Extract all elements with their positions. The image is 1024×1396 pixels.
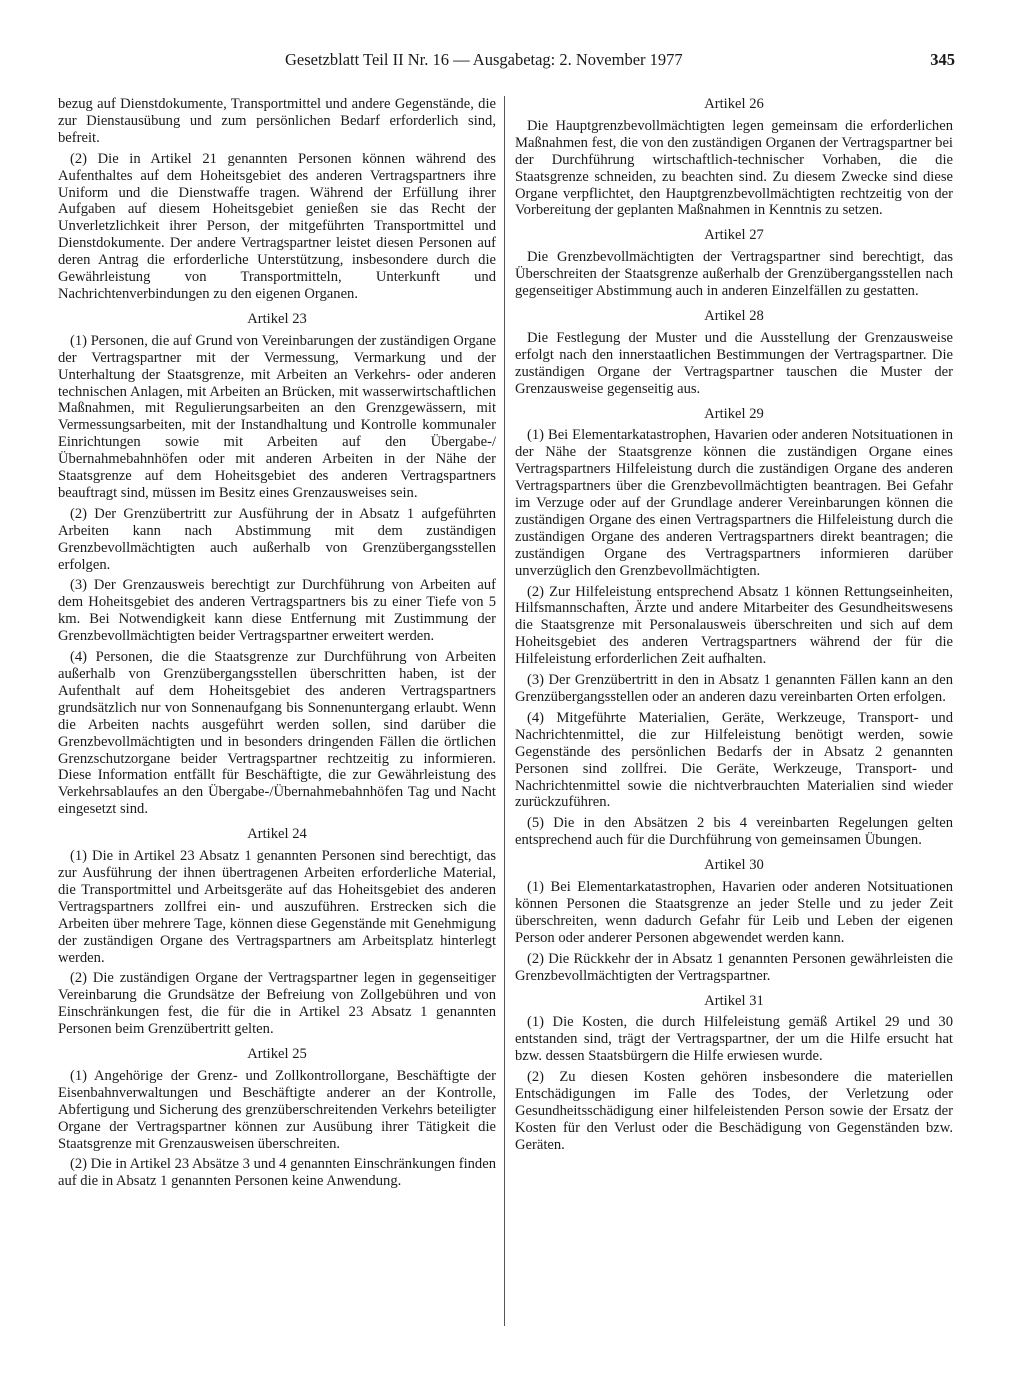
paragraph: bezug auf Dienstdokumente, Transportmittel und andere Gegenstände, die zur Dienstausübung und zum persönlichen Bedarf erforderlich sind, befreit. [58, 96, 496, 146]
article-heading: Artikel 31 [704, 992, 764, 1009]
page-header [285, 50, 955, 74]
article-heading: Artikel 23 [247, 310, 307, 327]
paragraph: (2) Zur Hilfeleistung entsprechend Absatz 1 können Rettungseinheiten, Hilfsmannschaften, Ärzte und andere Mitarbeiter des Gesundheitswesens die Staatsgrenze mit Personalausweis überschreiten und sich auf dem Hoheitsgebiet des anderen Vertragspartners während der für die Hilfeleistung erforderlichen Zeit aufhalten. [515, 583, 953, 668]
article-heading: Artikel 27 [704, 227, 764, 244]
paragraph: (1) Personen, die auf Grund von Vereinbarungen der zuständigen Organe der Vertragspartner mit der Vermessung, Vermarkung und der Unterhaltung der Staatsgrenze, mit Arbeiten an Verkehrs- oder anderen technischen Anlagen, mit Arbeiten an Brücken, mit wasserwirtschaftlichen Maßnahmen, mit Regulierungsarbeiten an den Grenzgewässern, mit Vermessungsarbeiten, mit der Instandhaltung und Kontrolle kommunaler Einrichtungen sowie mit Arbeiten auf den Übergabe-/Übernahmebahnhöfen oder mit anderen Arbeiten in der Nähe der Staatsgrenze auf dem Hoheitsgebiet des anderen Vertragspartners beauftragt sind, müssen im Besitz eines Grenzausweises sein. [58, 332, 496, 501]
paragraph: (2) Der Grenzübertritt zur Ausführung der in Absatz 1 aufgeführten Arbeiten kann nach Abstimmung mit dem zuständigen Grenzbevollmächtigten auch außerhalb von Grenzübergangsstellen erfolgen. [58, 505, 496, 573]
article-heading: Artikel 29 [704, 405, 764, 422]
right-column [515, 96, 953, 1158]
paragraph: Die Grenzbevollmächtigten der Vertragspartner sind berechtigt, das Überschreiten der Staatsgrenze außerhalb der Grenzübergangsstellen nach gegenseitiger Abstimmung auch in anderen Einzelfällen zu gestatten. [515, 249, 953, 300]
paragraph: (2) Die Rückkehr der in Absatz 1 genannten Personen gewährleisten die Grenzbevollmächtigten der Vertragspartner. [515, 950, 953, 984]
paragraph: (1) Angehörige der Grenz- und Zollkontrollorgane, Beschäftigte der Eisenbahnverwaltungen und Beschäftigte anderer an der Kontrolle, Abfertigung und Sicherung des grenzüberschreitenden Verkehrs beteiligter Organe der Vertragspartner können zur Ausübung ihrer Tätigkeit die Staatsgrenze mit Grenzausweisen überschreiten. [58, 1067, 496, 1152]
paragraph: (1) Die Kosten, die durch Hilfeleistung gemäß Artikel 29 und 30 entstanden sind, trägt der Vertragspartner, der um die Hilfe ersucht hat bzw. dessen Staatsbürgern die Hilfe erwiesen wurde. [515, 1014, 953, 1065]
article-heading: Artikel 30 [704, 857, 764, 874]
paragraph: (3) Der Grenzübertritt in den in Absatz 1 genannten Fällen kann an den Grenzübergangsstellen oder an anderen dazu vereinbarten Orten erfolgen. [515, 672, 953, 705]
paragraph: Die Hauptgrenzbevollmächtigten legen gemeinsam die erforderlichen Maßnahmen fest, die von den zuständigen Organen der Vertragspartner bei der Durchführung wirtschaftlich-technischer Vorhaben, die die Staatsgrenze schneiden, zu beachten sind. Zu diesem Zwecke sind diese Organe verpflichtet, den Hauptgrenzbevollmächtigten rechtzeitig von der Vorbereitung der geplanten Maßnahmen in Kenntnis zu setzen. [515, 117, 953, 219]
article-heading: Artikel 26 [704, 96, 764, 112]
running-title: Gesetzblatt Teil II Nr. 16 — Ausgabetag: 2. November 1977 [285, 50, 683, 69]
paragraph: (1) Die in Artikel 23 Absatz 1 genannten Personen sind berechtigt, das zur Ausführung der ihnen übertragenen Arbeiten erforderliche Material, die Transportmittel und Arbeitsgeräte auf das Hoheitsgebiet des anderen Vertragspartners zollfrei ein- und auszuführen. Erstrecken sich die Arbeiten über mehrere Tage, können diese Gegenstände mit Genehmigung der zuständigen Organe des Vertragspartners am Arbeitsplatz hinterlegt werden. [58, 848, 496, 966]
paragraph: (4) Mitgeführte Materialien, Geräte, Werkzeuge, Transport- und Nachrichtenmittel, die zur Hilfeleistung benötigt werden, sowie Gegenstände des persönlichen Bedarfs der in Absatz 2 genannten Personen sind zollfrei. Die Geräte, Werkzeuge, Transport- und Nachrichtenmittel sowie die nichtverbrauchten Materialien sind wieder zurückzuführen. [515, 709, 953, 811]
paragraph: (2) Die in Artikel 23 Absätze 3 und 4 genannten Einschränkungen finden auf die in Absatz 1 genannten Personen keine Anwendung. [58, 1156, 496, 1190]
paragraph: (1) Bei Elementarkatastrophen, Havarien oder anderen Notsituationen in der Nähe der Staatsgrenze können die zuständigen Organe eines Vertragspartners Hilfeleistung durch die zuständigen Organe des anderen Vertragspartners über die Grenzbevollmächtigten beantragen. Bei Gefahr im Verzuge oder auf der Grundlage anderer Vereinbarungen können die zuständigen Organe des einen Vertragspartners die Hilfeleistung durch die zuständigen Organe des anderen Vertragspartners direkt beantragen; die zuständigen Organe des Vertragspartners informieren darüber unverzüglich den Grenzbevollmächtigten. [515, 427, 953, 579]
article-heading: Artikel 28 [704, 307, 764, 324]
paragraph: (2) Die zuständigen Organe der Vertragspartner legen in gegenseitiger Vereinbarung die Grundsätze der Befreiung von Zollgebühren und von Einschränkungen fest, die für die in Artikel 23 Absatz 1 genannten Personen beim Grenzübertritt gelten. [58, 970, 496, 1038]
paragraph: (5) Die in den Absätzen 2 bis 4 vereinbarten Regelungen gelten entsprechend auch für die Durchführung von gemeinsamen Übungen. [515, 815, 953, 849]
paragraph: (2) Zu diesen Kosten gehören insbesondere die materiellen Entschädigungen im Falle des Todes, der Verletzung oder Gesundheitsschädigung einer hilfeleistenden Person sowie der Ersatz der Kosten für den Verlust oder die Beschädigung von Gegenständen bzw. Geräten. [515, 1069, 953, 1153]
paragraph: Die Festlegung der Muster und die Ausstellung der Grenzausweise erfolgt nach den innerstaatlichen Bestimmungen der Vertragspartner. Die zuständigen Organe der Vertragspartner tauschen die Muster der Grenzausweise gegenseitig aus. [515, 329, 953, 397]
article-heading: Artikel 24 [247, 826, 307, 843]
paragraph: (1) Bei Elementarkatastrophen, Havarien oder anderen Notsituationen können Personen die Staatsgrenze an jeder Stelle und zu jeder Zeit überschreiten, wenn dadurch Gefahr für Leib und Leben der eigenen Person oder anderer Personen abgewendet werden kann. [515, 879, 953, 946]
column-divider [504, 96, 505, 1326]
paragraph: (2) Die in Artikel 21 genannten Personen können während des Aufenthaltes auf dem Hoheitsgebiet des anderen Vertragspartners ihre Uniform und die Dienstwaffe tragen. Während der Erfüllung ihrer Aufgaben auf diesem Hoheitsgebiet genießen sie das Recht der Unverletzlichkeit ihrer Person, der mitgeführten Transportmittel und Dienstdokumente. Der andere Vertragspartner leistet diesen Personen auf deren Antrag die erforderliche Unterstützung, insbesondere durch die Gewährleistung von Transportmitteln, Unterkunft und Nachrichtenverbindungen zu den eigenen Organen. [58, 150, 496, 302]
paragraph: (4) Personen, die die Staatsgrenze zur Durchführung von Arbeiten außerhalb von Grenzübergangsstellen überschritten haben, ist der Aufenthalt auf dem Hoheitsgebiet des anderen Vertragspartners grundsätzlich nur von Sonnenaufgang bis Sonnenuntergang erlaubt. Wenn die Arbeiten nachts ausgeführt werden sollen, sind darüber die Grenzbevollmächtigten und in besonders dringenden Fällen die örtlichen Grenzschutzorgane beider Vertragspartner rechtzeitig zu informieren. Diese Information entfällt für Beschäftigte, die zur Gewährleistung des Verkehrsablaufes an den Übergabe-/Übernahmebahnhöfen Tag und Nacht eingesetzt sind. [58, 649, 496, 818]
left-column [58, 96, 496, 1194]
page-number: 345 [930, 50, 955, 69]
paragraph: (3) Der Grenzausweis berechtigt zur Durchführung von Arbeiten auf dem Hoheitsgebiet des anderen Vertragspartners bis zu einer Tiefe von 5 km. Bei Notwendigkeit kann diese Entfernung mit Zustimmung der Grenzbevollmächtigten beider Vertragspartner erweitert werden. [58, 577, 496, 645]
article-heading: Artikel 25 [247, 1046, 307, 1063]
